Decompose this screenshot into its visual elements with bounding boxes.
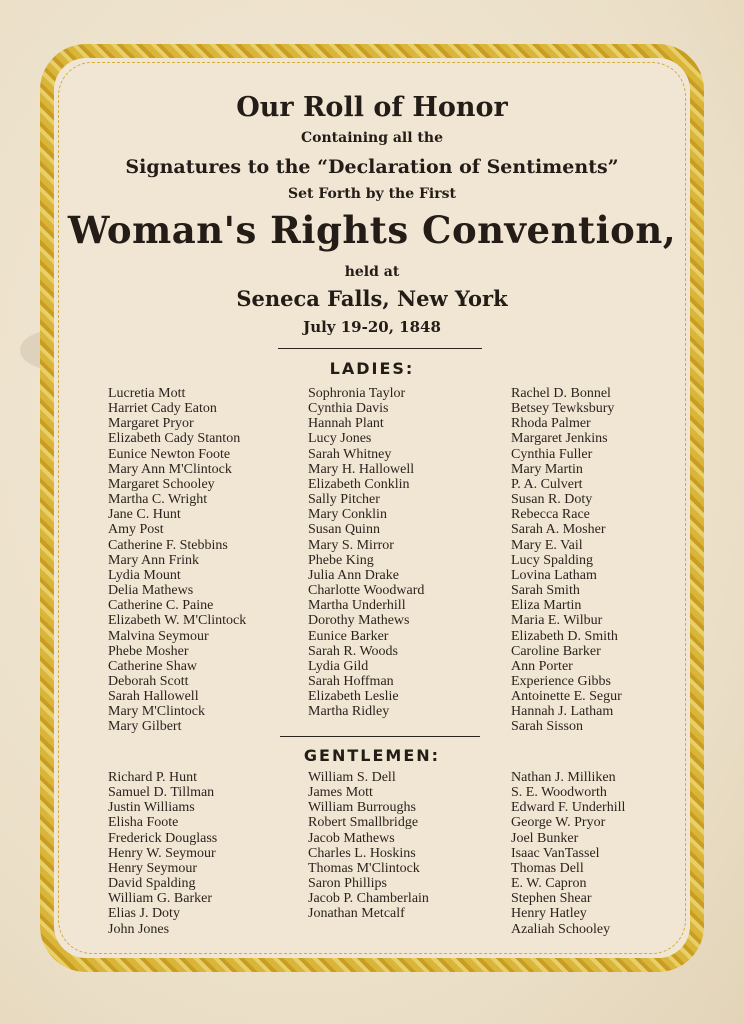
signatory-name: P. A. Culvert	[511, 476, 583, 492]
signatory-name: Catherine C. Paine	[108, 598, 214, 614]
signatory-name: Edward F. Underhill	[511, 800, 626, 816]
signatory-name: Hannah J. Latham	[511, 704, 614, 720]
signatory-name: William Burroughs	[308, 800, 416, 816]
signatory-name: Elizabeth D. Smith	[511, 628, 618, 644]
signatory-name: Henry W. Seymour	[108, 845, 216, 861]
signatory-name: Phebe Mosher	[108, 643, 189, 659]
signatory-name: Elias J. Doty	[108, 906, 180, 922]
location: Seneca Falls, New York	[236, 286, 508, 311]
signatory-name: Robert Smallbridge	[308, 815, 419, 831]
signatory-name: Nathan J. Milliken	[511, 770, 616, 785]
signatory-name: Jacob Mathews	[308, 830, 395, 846]
subtitle-containing: Containing all the	[301, 130, 443, 146]
signatory-name: Catherine Shaw	[108, 658, 198, 674]
date: July 19-20, 1848	[303, 318, 441, 336]
signatory-name: Mary M'Clintock	[108, 704, 206, 720]
signatory-name: Joel Bunker	[511, 830, 579, 846]
signatory-name: Charlotte Woodward	[308, 583, 425, 599]
signatory-name: Dorothy Mathews	[308, 613, 410, 629]
signatory-name: Lucy Jones	[308, 431, 372, 447]
signatory-name: Saron Phillips	[308, 876, 387, 892]
gentlemen-column-1	[108, 770, 217, 937]
signatory-name: Catherine F. Stebbins	[108, 537, 228, 553]
signatory-name: Delia Mathews	[108, 583, 194, 599]
signatory-name: Mary Conklin	[308, 507, 387, 523]
signatory-name: Amy Post	[108, 522, 164, 538]
signatory-name: Martha Ridley	[308, 704, 390, 720]
signatory-name: Mary E. Vail	[511, 537, 583, 553]
signatory-name: Martha Underhill	[308, 598, 406, 614]
divider-middle	[280, 736, 480, 737]
signatory-name: Maria E. Wilbur	[511, 613, 603, 629]
signatory-name: Mary Ann M'Clintock	[108, 461, 232, 477]
signatory-name: E. W. Capron	[511, 876, 587, 892]
signatory-name: Stephen Shear	[511, 891, 592, 907]
signatory-name: Malvina Seymour	[108, 628, 209, 644]
signatory-name: Elizabeth Conklin	[308, 476, 410, 492]
signatory-name: Jonathan Metcalf	[308, 906, 405, 922]
signatory-name: Elisha Foote	[108, 815, 179, 831]
signatory-name: Eliza Martin	[511, 598, 582, 614]
ladies-column-3	[511, 386, 622, 735]
signatory-name: Sally Pitcher	[308, 492, 380, 508]
signatory-name: Mary Gilbert	[108, 719, 182, 735]
signatory-name: Eunice Newton Foote	[108, 446, 231, 462]
signatory-name: Harriet Cady Eaton	[108, 401, 217, 417]
signatory-name: Elizabeth Cady Stanton	[108, 431, 241, 447]
signatory-name: Caroline Barker	[511, 643, 601, 659]
signatory-name: Frederick Douglass	[108, 830, 218, 846]
signatory-name: Henry Seymour	[108, 860, 198, 876]
signatory-name: Sarah Whitney	[308, 446, 392, 462]
signatory-name: Elizabeth Leslie	[308, 689, 399, 705]
signatory-name: Mary H. Hallowell	[308, 461, 415, 477]
signatory-name: Sarah Hallowell	[108, 689, 199, 705]
signatory-name: Mary S. Mirror	[308, 537, 394, 553]
signatory-name: Betsey Tewksbury	[511, 401, 615, 417]
gentlemen-column-2	[308, 770, 429, 922]
signatory-name: Eunice Barker	[308, 628, 389, 644]
signatory-name: Thomas Dell	[511, 860, 584, 876]
signatory-name: John Jones	[108, 921, 170, 937]
signatory-name: Sarah Hoffman	[308, 673, 394, 689]
signatory-name: Sarah A. Mosher	[511, 522, 606, 538]
signatory-name: Margaret Jenkins	[511, 431, 608, 447]
signatory-name: Experience Gibbs	[511, 673, 611, 689]
title-roll-of-honor: Our Roll of Honor	[236, 92, 508, 123]
signatory-name: Deborah Scott	[108, 673, 189, 689]
signatory-name: David Spalding	[108, 876, 196, 892]
signatory-name: Elizabeth W. M'Clintock	[108, 613, 247, 629]
signatory-name: Azaliah Schooley	[511, 921, 611, 937]
signatory-name: Samuel D. Tillman	[108, 785, 215, 801]
signatory-name: James Mott	[308, 785, 373, 801]
signatory-name: Jacob P. Chamberlain	[308, 891, 429, 907]
signatory-name: Sarah Smith	[511, 583, 580, 599]
signatory-name: Isaac VanTassel	[511, 845, 600, 861]
signatory-name: William S. Dell	[308, 770, 396, 785]
signatory-name: Rebecca Race	[511, 507, 590, 523]
signatory-name: Mary Ann Frink	[108, 552, 199, 568]
signatory-name: Susan R. Doty	[511, 492, 593, 508]
signatory-name: Margaret Pryor	[108, 416, 194, 432]
signatory-name: Rhoda Palmer	[511, 416, 591, 432]
signatory-name: Sarah R. Woods	[308, 643, 399, 659]
subtitle-held-at: held at	[344, 264, 400, 280]
ladies-column-2	[308, 386, 424, 719]
signatory-name: William G. Barker	[108, 891, 213, 907]
signatory-name: Cynthia Fuller	[511, 446, 593, 462]
signatory-name: Julia Ann Drake	[308, 567, 399, 583]
signatory-name: Martha C. Wright	[108, 492, 208, 508]
gentlemen-heading: GENTLEMEN:	[303, 746, 441, 765]
signatory-name: Ann Porter	[511, 658, 573, 674]
signatory-name: Phebe King	[308, 552, 374, 568]
signatory-name: Susan Quinn	[308, 522, 380, 538]
signatory-name: Lovina Latham	[511, 567, 597, 583]
signatory-name: Jane C. Hunt	[108, 507, 181, 523]
signatory-name: S. E. Woodworth	[511, 785, 607, 801]
signatory-name: Mary Martin	[511, 461, 583, 477]
divider-top	[278, 348, 482, 349]
gentlemen-column-3	[511, 770, 625, 937]
signatory-name: Margaret Schooley	[108, 476, 215, 492]
signatory-name: George W. Pryor	[511, 815, 606, 831]
signatory-name: Henry Hatley	[511, 906, 587, 922]
ladies-heading: LADIES:	[329, 359, 415, 378]
signatory-name: Sophronia Taylor	[308, 386, 406, 401]
signatory-name: Thomas M'Clintock	[308, 860, 420, 876]
signatory-name: Hannah Plant	[308, 416, 384, 432]
signatory-name: Lydia Mount	[108, 567, 181, 583]
signatory-name: Cynthia Davis	[308, 401, 389, 417]
signatory-name: Lydia Gild	[308, 658, 369, 674]
signatory-name: Antoinette E. Segur	[511, 689, 622, 705]
signatory-name: Lucretia Mott	[108, 386, 186, 401]
signatory-name: Charles L. Hoskins	[308, 845, 416, 861]
signatory-name: Lucy Spalding	[511, 552, 594, 568]
subtitle-signatures: Signatures to the “Declaration of Sentiments”	[125, 156, 619, 178]
signatory-name: Rachel D. Bonnel	[511, 386, 611, 401]
signatory-name: Sarah Sisson	[511, 719, 583, 735]
signatory-name: Richard P. Hunt	[108, 770, 198, 785]
ladies-column-1	[108, 386, 246, 735]
subtitle-set-forth: Set Forth by the First	[288, 186, 456, 202]
title-convention: Woman's Rights Convention,	[67, 208, 677, 252]
signatory-name: Justin Williams	[108, 800, 195, 816]
